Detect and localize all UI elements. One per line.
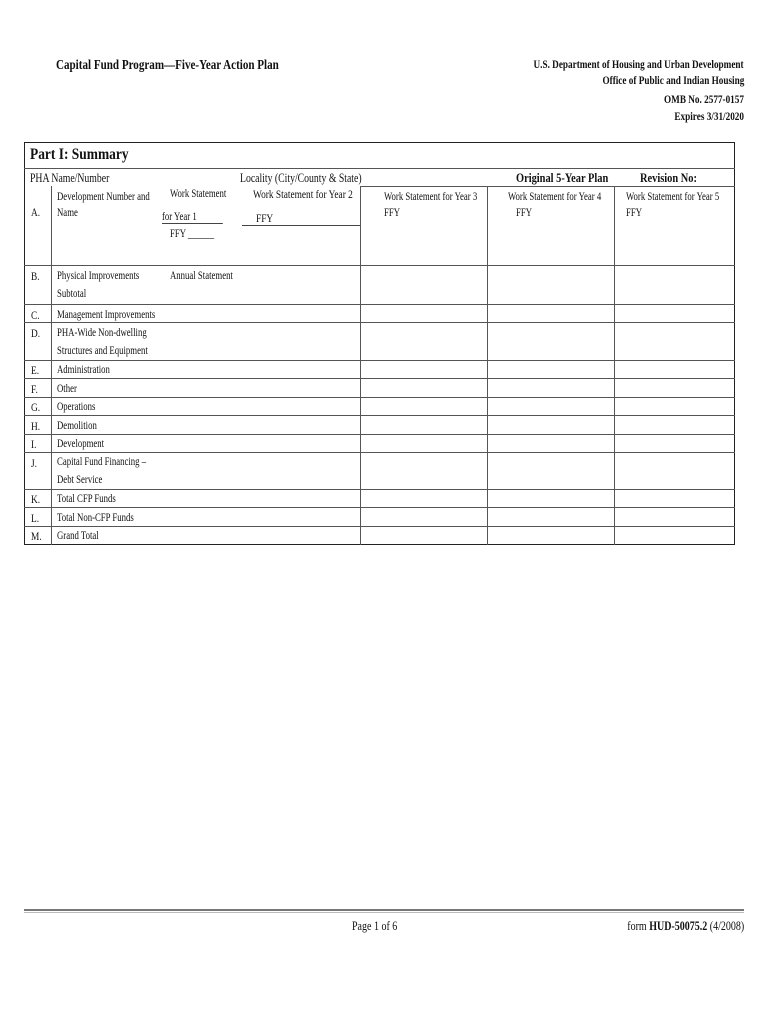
structures-equipment-label: Structures and Equipment bbox=[57, 345, 148, 357]
col-divider-year2 bbox=[360, 186, 361, 545]
form-identifier bbox=[627, 919, 744, 934]
row-letter-k: K. bbox=[31, 492, 41, 506]
original-plan-label: Original 5-Year Plan bbox=[516, 170, 609, 185]
form-date: (4/2008) bbox=[707, 919, 744, 933]
info-divider bbox=[360, 186, 735, 187]
row-divider bbox=[24, 397, 735, 398]
locality-label: Locality (City/County & State) bbox=[240, 171, 362, 185]
row-letter-l: L. bbox=[31, 511, 40, 525]
ws-year1-sub: for Year 1 bbox=[162, 211, 223, 224]
page-number: Page 1 of 6 bbox=[352, 919, 398, 933]
row-letter-h: H. bbox=[31, 419, 41, 433]
ws-year5-header: Work Statement for Year 5 bbox=[626, 191, 720, 203]
ws-year5-ffy: FFY bbox=[626, 207, 643, 219]
ws-year1-ffy: FFY ______ bbox=[170, 228, 215, 240]
form-prefix: form bbox=[627, 919, 649, 933]
document-title: Capital Fund Program—Five-Year Action Plan bbox=[56, 57, 279, 72]
row-divider bbox=[24, 415, 735, 416]
row-letter-e: E. bbox=[31, 363, 40, 377]
capital-fund-financing-label: Capital Fund Financing – bbox=[57, 456, 147, 468]
expiration-date: Expires 3/31/2020 bbox=[674, 111, 744, 123]
form-number: HUD-50075.2 bbox=[648, 919, 708, 933]
dev-number-header: Development Number and bbox=[57, 191, 150, 203]
row-divider bbox=[24, 265, 735, 266]
physical-improvements-label: Physical Improvements bbox=[57, 270, 140, 282]
col-divider-year4 bbox=[614, 186, 615, 545]
other-label: Other bbox=[57, 383, 77, 395]
operations-label: Operations bbox=[57, 401, 96, 413]
revision-label: Revision No: bbox=[640, 170, 697, 185]
row-divider bbox=[24, 360, 735, 361]
ws-year2-header: Work Statement for Year 2 bbox=[253, 187, 353, 201]
row-letter-d: D. bbox=[31, 326, 41, 340]
ws-year3-ffy: FFY bbox=[384, 207, 401, 219]
ws-year4-header: Work Statement for Year 4 bbox=[508, 191, 602, 203]
management-improvements-label: Management Improvements bbox=[57, 309, 156, 321]
ws-year3-header: Work Statement for Year 3 bbox=[384, 191, 478, 203]
row-letter-b: B. bbox=[31, 269, 40, 283]
total-cfp-funds-label: Total CFP Funds bbox=[57, 493, 116, 505]
row-divider bbox=[24, 526, 735, 527]
footer-rule-thin bbox=[24, 912, 744, 913]
ws-year4-ffy: FFY bbox=[516, 207, 533, 219]
pha-name-label: PHA Name/Number bbox=[30, 171, 110, 185]
row-letter-j: J. bbox=[31, 456, 37, 470]
row-divider bbox=[24, 434, 735, 435]
omb-number: OMB No. 2577-0157 bbox=[664, 94, 744, 106]
row-divider bbox=[24, 452, 735, 453]
row-letter-a: A. bbox=[31, 205, 41, 219]
pha-wide-label: PHA-Wide Non-dwelling bbox=[57, 327, 147, 339]
part-title: Part I: Summary bbox=[30, 146, 129, 163]
row-divider bbox=[24, 378, 735, 379]
dev-name-header: Name bbox=[57, 207, 78, 219]
subtotal-label: Subtotal bbox=[57, 288, 87, 300]
development-label: Development bbox=[57, 438, 105, 450]
title-divider bbox=[24, 168, 735, 169]
row-letter-c: C. bbox=[31, 308, 40, 322]
debt-service-label: Debt Service bbox=[57, 474, 103, 486]
total-non-cfp-funds-label: Total Non-CFP Funds bbox=[57, 512, 134, 524]
administration-label: Administration bbox=[57, 364, 110, 376]
row-divider bbox=[24, 507, 735, 508]
ws-year1-header: Work Statement bbox=[170, 188, 227, 200]
col-divider-letter bbox=[51, 186, 52, 545]
row-letter-m: M. bbox=[31, 529, 42, 543]
annual-statement-label: Annual Statement bbox=[170, 270, 233, 282]
footer-rule bbox=[24, 909, 744, 911]
row-divider bbox=[24, 322, 735, 323]
col-divider-year3 bbox=[487, 186, 488, 545]
row-letter-f: F. bbox=[31, 382, 38, 396]
row-divider bbox=[24, 304, 735, 305]
grand-total-label: Grand Total bbox=[57, 530, 99, 542]
office-name: Office of Public and Indian Housing bbox=[602, 75, 744, 87]
row-letter-i: I. bbox=[31, 437, 37, 451]
demolition-label: Demolition bbox=[57, 420, 97, 432]
ws-year2-ffy: FFY bbox=[256, 211, 274, 225]
agency-name: U.S. Department of Housing and Urban Development bbox=[533, 59, 744, 71]
row-divider bbox=[24, 489, 735, 490]
row-letter-g: G. bbox=[31, 400, 41, 414]
